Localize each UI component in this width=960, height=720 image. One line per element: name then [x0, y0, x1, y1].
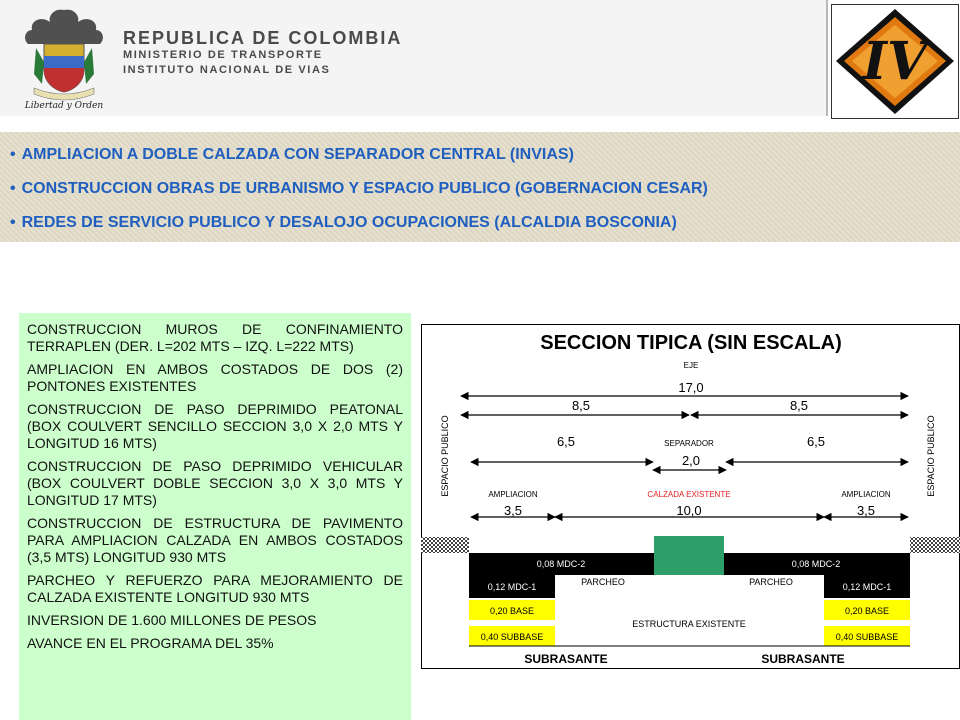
terrain-left — [421, 537, 469, 553]
mdc2-left-label: 0,08 MDC-2 — [536, 559, 586, 569]
side-left-label: 6,5 — [556, 434, 576, 449]
header-banner — [0, 0, 828, 116]
works-list-panel — [19, 313, 411, 720]
mdc2-right-label: 0,08 MDC-2 — [791, 559, 841, 569]
bullet-text: AMPLIACION A DOBLE CALZADA CON SEPARADOR CENTRAL (INVIAS) — [21, 146, 574, 163]
invias-diamond-icon — [832, 5, 958, 118]
list-item — [10, 138, 960, 172]
separador-width-label: 2,0 — [681, 453, 701, 468]
work-item: CONSTRUCCION DE ESTRUCTURA DE PAVIMENTO PARA AMPLIACION CALZADA EN AMBOS COSTADOS (3,5 MTS) LONGITUD 930 MTS — [27, 515, 403, 565]
half-left-label: 8,5 — [571, 398, 591, 413]
parcheo-right-label: PARCHEO — [749, 577, 793, 587]
institute-label: INSTITUTO NACIONAL DE VIAS — [123, 64, 331, 76]
total-width-label: 17,0 — [678, 380, 704, 395]
espacio-left-label: ESPACIO PUBLICO — [440, 415, 450, 497]
work-item: PARCHEO Y REFUERZO PARA MEJORAMIENTO DE CALZADA EXISTENTE LONGITUD 930 MTS — [27, 572, 403, 605]
base-left-label: 0,20 BASE — [489, 606, 535, 616]
projects-panel — [0, 132, 960, 242]
separador-label: SEPARADOR — [664, 439, 714, 448]
amp-left-width-label: 3,5 — [503, 503, 523, 518]
motto-text: Libertad y Orden — [24, 101, 104, 111]
estructura-label: ESTRUCTURA EXISTENTE — [632, 619, 746, 629]
work-item: CONSTRUCCION DE PASO DEPRIMIDO PEATONAL (BOX COULVERT SENCILLO SECCION 3,0 X 2,0 MTS Y LONGITUD 16 MTS) — [27, 401, 403, 451]
work-item: AVANCE EN EL PROGRAMA DEL 35% — [27, 635, 274, 651]
projects-list — [0, 132, 960, 240]
calzada-label: CALZADA EXISTENTE — [647, 490, 731, 499]
subrasante-left-label: SUBRASANTE — [524, 652, 608, 666]
bullet-icon: • — [10, 146, 16, 163]
republic-label: REPUBLICA DE COLOMBIA — [123, 28, 403, 48]
mdc1-left-label: 0,12 MDC-1 — [487, 582, 537, 592]
eje-label: EJE — [683, 361, 699, 370]
bullet-icon: • — [10, 214, 16, 231]
amp-right-width-label: 3,5 — [856, 503, 876, 518]
calzada-width-label: 10,0 — [676, 503, 702, 518]
typical-section-diagram — [421, 324, 960, 669]
bullet-icon: • — [10, 180, 16, 197]
list-item — [10, 172, 960, 206]
coat-of-arms-emblem — [14, 4, 114, 112]
side-right-label: 6,5 — [806, 434, 826, 449]
central-separator — [654, 536, 724, 575]
espacio-right-label: ESPACIO PUBLICO — [926, 415, 936, 497]
logo-letters: IV — [862, 31, 928, 92]
work-item: AMPLIACION EN AMBOS COSTADOS DE DOS (2) PONTONES EXISTENTES — [27, 361, 403, 394]
bullet-text: REDES DE SERVICIO PUBLICO Y DESALOJO OCUPACIONES (ALCALDIA BOSCONIA) — [21, 214, 677, 231]
work-item: CONSTRUCCION MUROS DE CONFINAMIENTO TERRAPLEN (DER. L=202 MTS – IZQ. L=222 MTS) — [27, 321, 403, 354]
invias-logo — [831, 4, 959, 119]
ampliacion-left-label: AMPLIACION — [488, 490, 538, 499]
work-item: INVERSION DE 1.600 MILLONES DE PESOS — [27, 612, 317, 628]
subbase-right-label: 0,40 SUBBASE — [835, 632, 899, 642]
ministry-label: MINISTERIO DE TRANSPORTE — [123, 49, 323, 61]
list-item — [10, 206, 960, 240]
diagram-title: SECCION TIPICA (SIN ESCALA) — [540, 332, 842, 354]
mdc1-right-label: 0,12 MDC-1 — [842, 582, 892, 592]
subrasante-right-label: SUBRASANTE — [761, 652, 845, 666]
work-item: CONSTRUCCION DE PASO DEPRIMIDO VEHICULAR (BOX COULVERT DOBLE SECCION 3,0 X 3,0 MTS Y LONGITUD 17 MTS) — [27, 458, 403, 508]
institution-title — [123, 28, 402, 78]
bullet-text: CONSTRUCCION OBRAS DE URBANISMO Y ESPACIO PUBLICO (GOBERNACION CESAR) — [21, 180, 708, 197]
half-right-label: 8,5 — [789, 398, 809, 413]
base-right-label: 0,20 BASE — [844, 606, 890, 616]
ampliacion-right-label: AMPLIACION — [841, 490, 891, 499]
parcheo-left-label: PARCHEO — [581, 577, 625, 587]
subbase-left-label: 0,40 SUBBASE — [480, 632, 544, 642]
terrain-right — [910, 537, 960, 553]
